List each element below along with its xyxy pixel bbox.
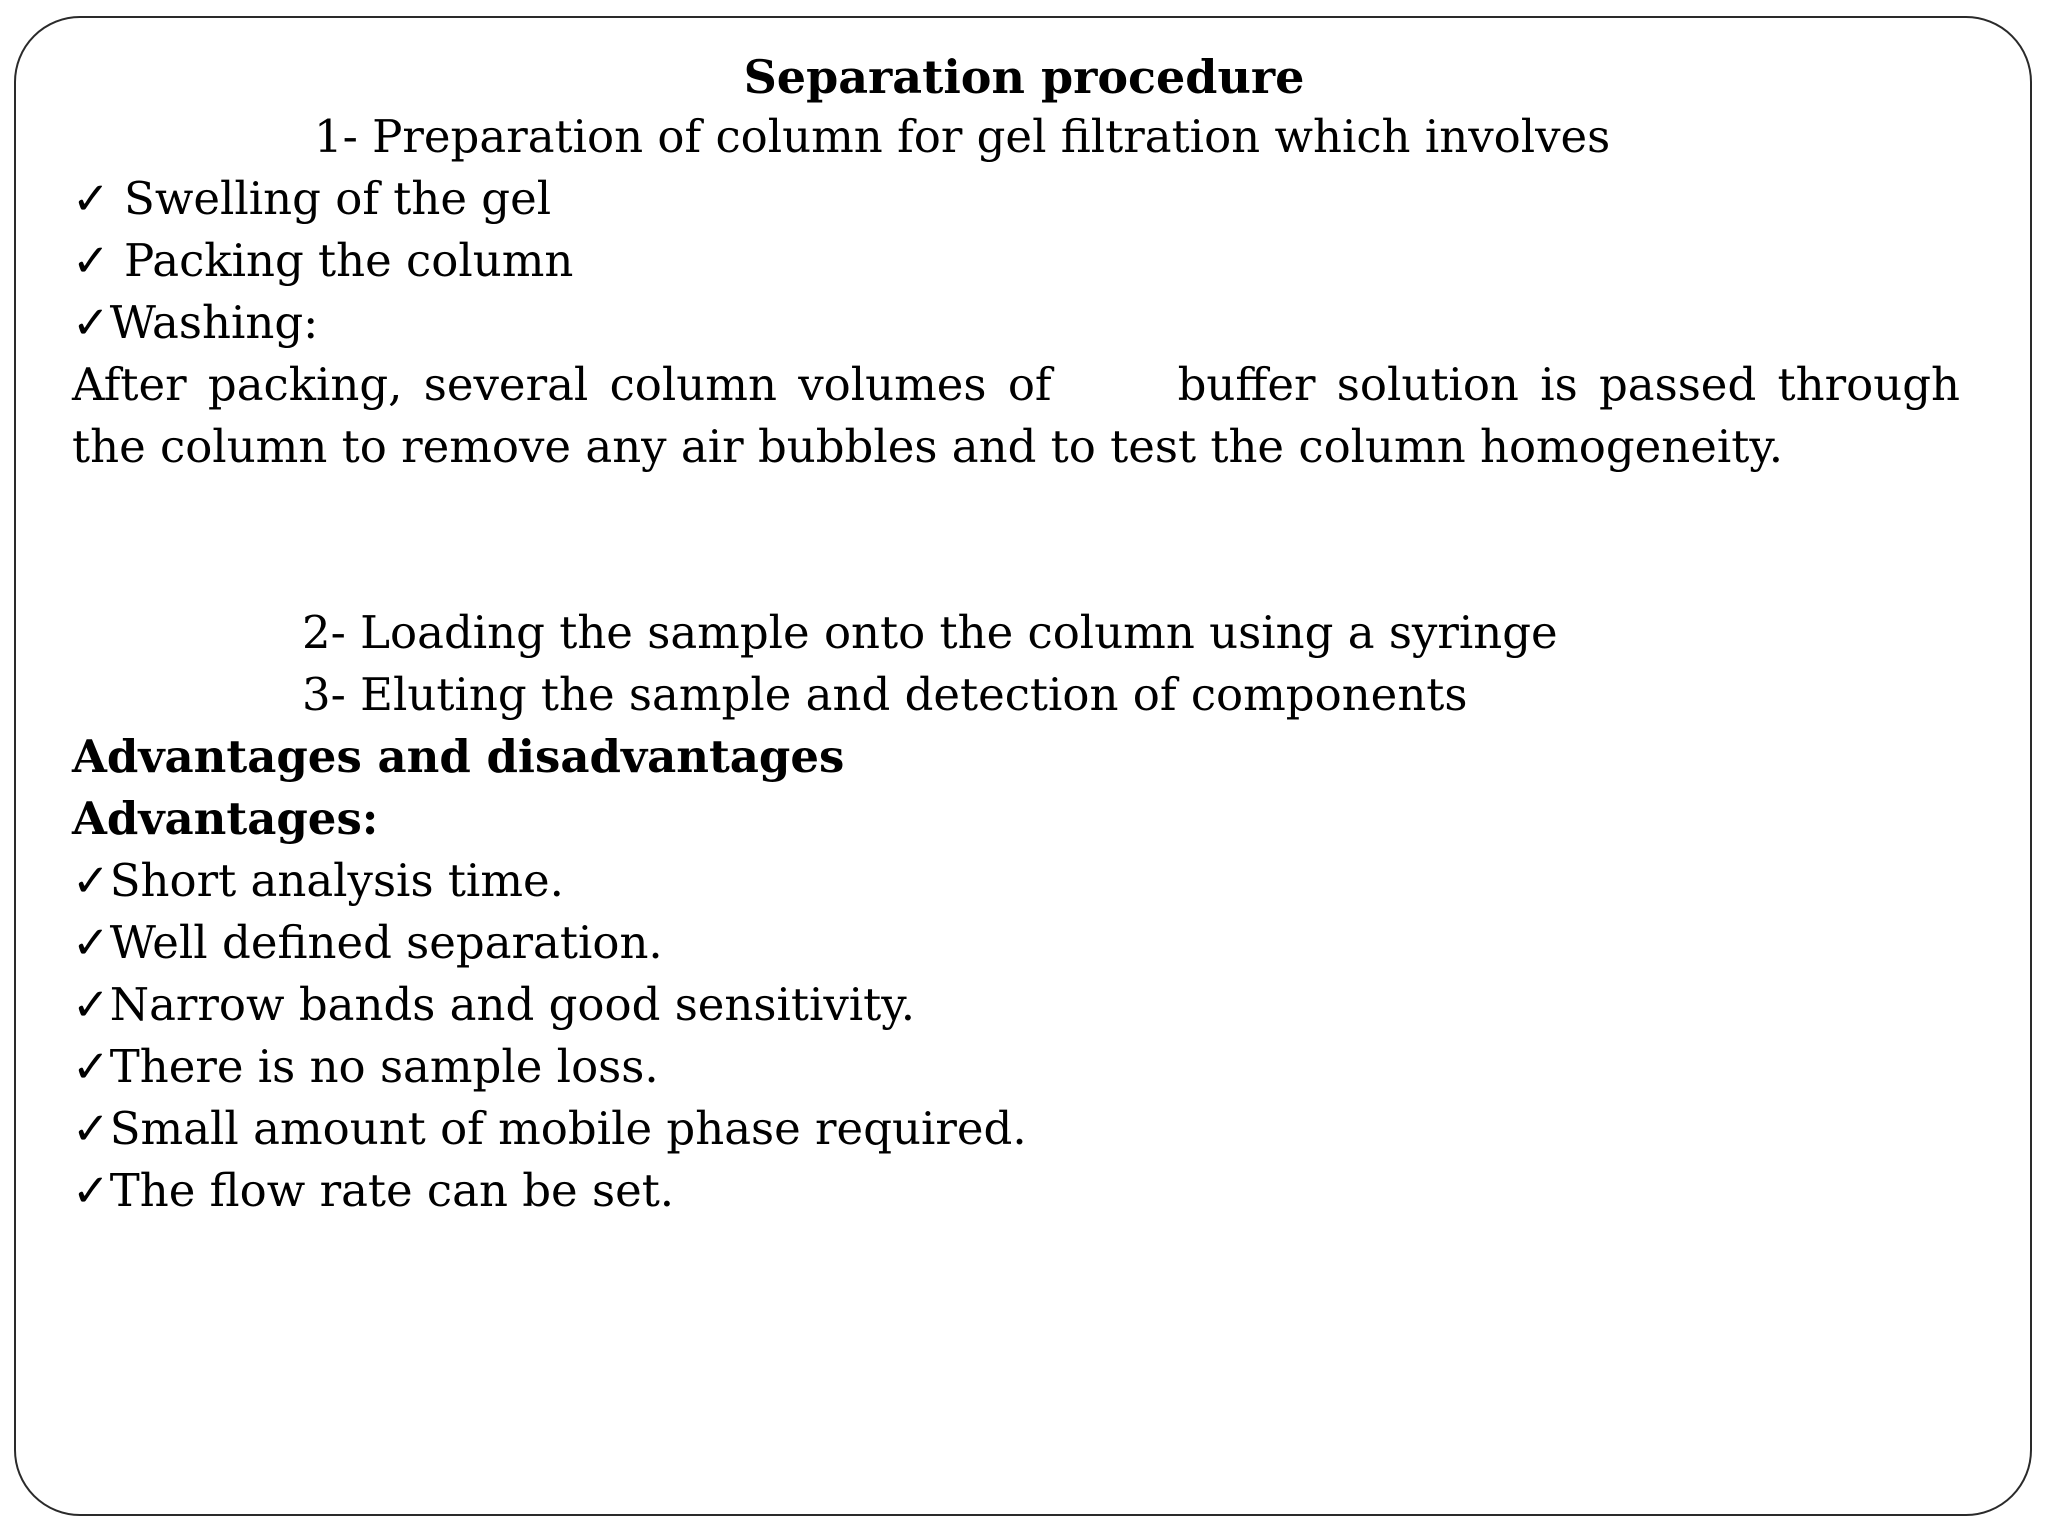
- prep-item-washing: ✓Washing:: [72, 296, 319, 349]
- step-2-text: 2- Loading the sample onto the column using a syringe: [302, 606, 1558, 659]
- advantage-item: ✓Narrow bands and good sensitivity.: [72, 978, 916, 1031]
- advantages-heading: Advantages:: [72, 792, 379, 845]
- washing-text-part1: After packing, several column volumes of: [72, 358, 1052, 411]
- prep-item-swelling: ✓ Swelling of the gel: [72, 172, 552, 225]
- slide-title: Separation procedure: [743, 50, 1305, 104]
- advantage-item: ✓Small amount of mobile phase required.: [72, 1102, 1027, 1155]
- advantage-item: ✓Well defined separation.: [72, 916, 663, 969]
- washing-paragraph: [72, 354, 1960, 478]
- prep-item-packing: ✓ Packing the column: [72, 234, 574, 287]
- advantage-item: ✓Short analysis time.: [72, 854, 564, 907]
- step-3-text: 3- Eluting the sample and detection of components: [302, 668, 1468, 721]
- section-heading: Advantages and disadvantages: [72, 730, 845, 783]
- step-1-text: 1- Preparation of column for gel filtration which involves: [314, 110, 1611, 163]
- advantage-item: ✓There is no sample loss.: [72, 1040, 659, 1093]
- washing-text-part2: buffer solution is passed through the column to remove any air bubbles and to test the column homogeneity.: [72, 358, 1960, 473]
- advantage-item: ✓The flow rate can be set.: [72, 1164, 675, 1217]
